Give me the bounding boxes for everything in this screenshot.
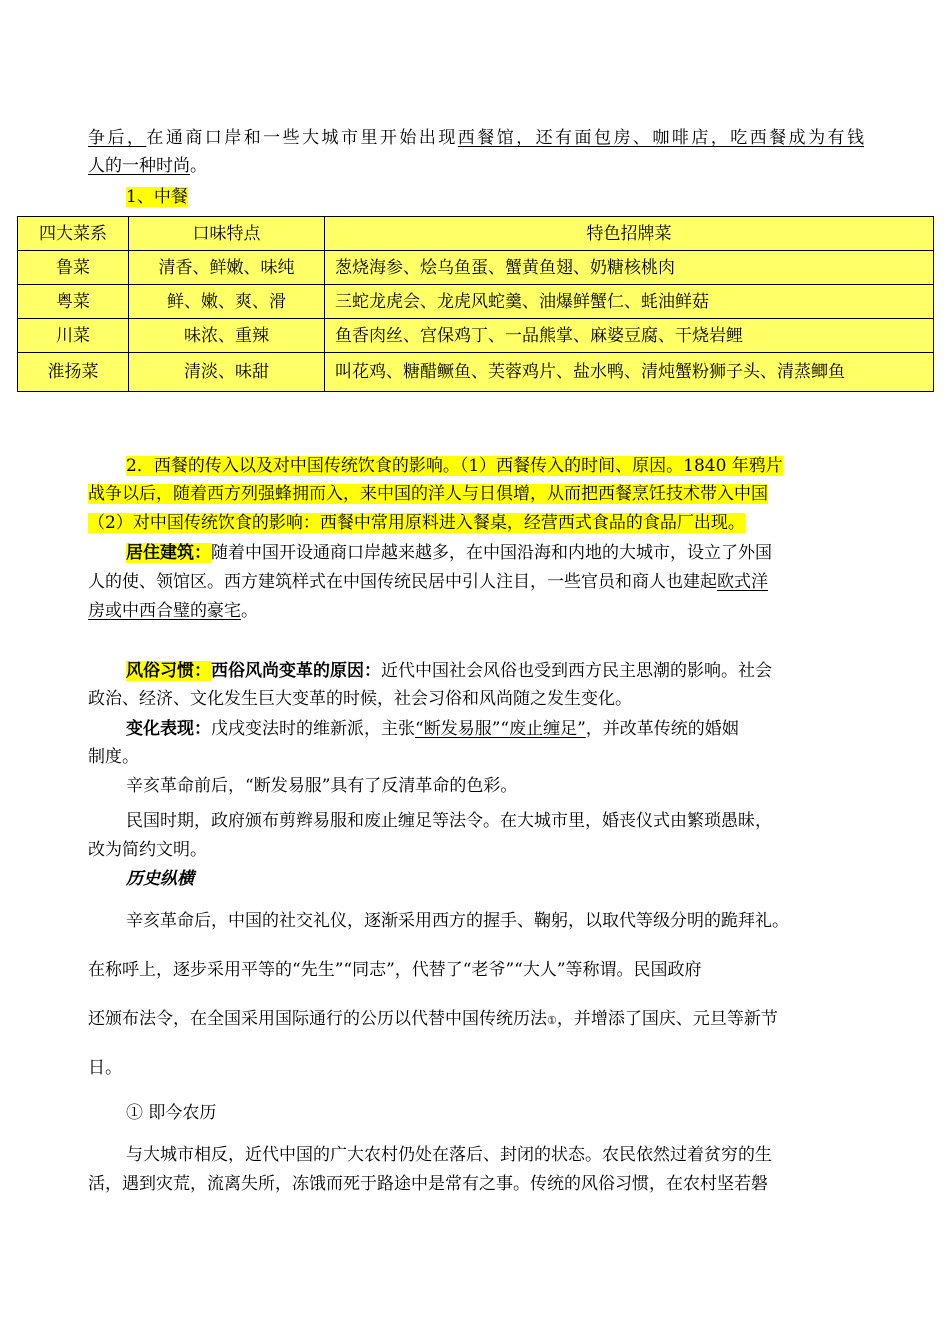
minguo-line-1 (126, 810, 772, 832)
history-heading-text: 历史纵横 (126, 869, 194, 889)
cuisine-name: 川菜 (18, 319, 129, 353)
western-food-text-2: 战争以后，随着西方列强蜂拥而入，来中国的洋人与日俱增，从而把西餐烹饪技术带入中国 (88, 484, 768, 504)
footnote-marker: ① (547, 1014, 557, 1027)
intro-text-a: 争后， (88, 128, 147, 148)
history-text-1: 辛亥革命后，中国的社交礼仪，逐渐采用西方的握手、鞠躬，以取代等级分明的跪拜礼。 (126, 911, 789, 931)
change-label: 变化表现： (126, 719, 211, 739)
cuisine-taste: 清香、鲜嫩、味纯 (129, 251, 325, 285)
cuisine-dishes: 叫花鸡、糖醋鳜鱼、芙蓉鸡片、盐水鸭、清炖蟹粉狮子头、清蒸鲫鱼 (325, 353, 934, 392)
table-row (18, 251, 934, 285)
history-text-4: 日。 (88, 1058, 122, 1078)
customs-line-2 (88, 688, 632, 710)
intro-text-b: 在通商口岸和一些大城市里开始出现 (146, 128, 458, 148)
customs-text-1: 近代中国社会风俗也受到西方民主思潮的影响。社会 (381, 661, 772, 681)
cuisine-dishes: 鱼香肉丝、宫保鸡丁、一品熊掌、麻婆豆腐、干烧岩鲤 (325, 319, 934, 353)
history-line-1 (126, 910, 789, 932)
customs-change-line-1 (126, 718, 739, 740)
western-food-line-1 (126, 455, 783, 477)
housing-line3-end: 。 (241, 601, 258, 621)
change-text-a: 戊戌变法时的维新派，主张 (211, 719, 415, 739)
western-food-text-3: （2）对中国传统饮食的影响：西餐中常用原料进入餐桌，经营西式食品的食品厂出现。 (88, 513, 745, 533)
customs-change-line-2 (88, 746, 139, 768)
cuisine-name: 淮扬菜 (18, 353, 129, 392)
housing-underlined-2: 房或中西合璧的豪宅 (88, 601, 241, 621)
cuisine-dishes: 三蛇龙虎会、龙虎风蛇羹、油爆鲜蟹仁、蚝油鲜菇 (325, 285, 934, 319)
housing-text-1: 随着中国开设通商口岸越来越多，在中国沿海和内地的大城市，设立了外国 (211, 543, 772, 563)
housing-line-1 (126, 542, 772, 564)
cuisine-name: 粤菜 (18, 285, 129, 319)
minguo-text-1: 民国时期，政府颁布剪辫易服和废止缠足等法令。在大城市里，婚丧仪式由繁琐愚昧， (126, 811, 772, 831)
rural-text-1: 与大城市相反，近代中国的广大农村仍处在落后、封闭的状态。农民依然过着贫穷的生 (126, 1145, 772, 1165)
table-header-row (18, 217, 934, 251)
cuisine-table (17, 216, 934, 392)
western-food-line-2 (88, 483, 768, 505)
rural-line-2 (88, 1173, 768, 1195)
table-header-cuisine: 四大菜系 (18, 217, 129, 251)
xinhai-paragraph (126, 775, 517, 797)
intro-line-2 (88, 155, 207, 177)
change-underlined: “断发易服”“废止缠足” (415, 719, 586, 739)
housing-line-3 (88, 600, 258, 622)
history-line-2 (88, 959, 702, 981)
change-text-b: ，并改革传统的婚姻 (585, 719, 739, 739)
table-row (18, 285, 934, 319)
housing-underlined-1: 欧式洋 (717, 572, 768, 592)
table-header-dishes: 特色招牌菜 (325, 217, 934, 251)
rural-text-2: 活，遇到灾荒，流离失所，冻饿而死于路途中是常有之事。传统的风俗习惯，在农村坚若磐 (88, 1174, 768, 1194)
footnote (126, 1102, 216, 1124)
chinese-food-heading (126, 186, 188, 208)
cuisine-taste: 清淡、味甜 (129, 353, 325, 392)
housing-line-2 (88, 571, 768, 593)
cuisine-name: 鲁菜 (18, 251, 129, 285)
history-text-2: 在称呼上，逐步采用平等的“先生”“同志”，代替了“老爷”“大人”等称谓。民国政府 (88, 960, 702, 980)
rural-line-1 (126, 1144, 772, 1166)
footnote-text: ① 即今农历 (126, 1103, 217, 1123)
history-line-4 (88, 1057, 122, 1079)
intro-underlined-1: 西餐馆，还有面包房、咖啡店，吃西餐成为有钱 (457, 128, 865, 148)
intro-line-1 (88, 127, 864, 149)
history-line-3 (88, 1008, 778, 1032)
table-header-taste: 口味特点 (129, 217, 325, 251)
change-text-line2: 制度。 (88, 747, 139, 767)
customs-line-1 (126, 660, 772, 682)
western-food-line-3 (88, 512, 745, 534)
customs-text-2: 政治、经济、文化发生巨大变革的时候，社会习俗和风尚随之发生变化。 (88, 689, 632, 709)
housing-label: 居住建筑： (126, 543, 211, 563)
xinhai-text: 辛亥革命前后，“断发易服”具有了反清革命的色彩。 (126, 776, 518, 796)
chinese-food-heading-text: 1、中餐 (126, 187, 188, 207)
cuisine-dishes: 葱烧海参、烩乌鱼蛋、蟹黄鱼翅、奶糖核桃肉 (325, 251, 934, 285)
history-text-3a: 还颁布法令，在全国采用国际通行的公历以代替中国传统历法 (88, 1009, 547, 1029)
history-heading (126, 868, 194, 890)
table-row (18, 319, 934, 353)
minguo-line-2 (88, 839, 207, 861)
cuisine-taste: 味浓、重辣 (129, 319, 325, 353)
cuisine-taste: 鲜、嫩、爽、滑 (129, 285, 325, 319)
history-text-3b: ，并增添了国庆、元旦等新节 (556, 1009, 778, 1029)
minguo-text-2: 改为简约文明。 (88, 840, 207, 860)
western-food-text-1: 2．西餐的传入以及对中国传统饮食的影响。（1）西餐传入的时间、原因。1840 年鸦片 (126, 456, 783, 476)
customs-label: 风俗习惯： (126, 661, 211, 681)
housing-text-2: 人的使、领馆区。西方建筑样式在中国传统民居中引人注目，一些官员和商人也建起 (88, 572, 717, 592)
table-row (18, 353, 934, 392)
intro-underlined-2: 人的一种时尚 (88, 156, 190, 176)
customs-reason-label: 西俗风尚变革的原因： (211, 661, 381, 681)
intro-line2-end: 。 (190, 156, 207, 176)
